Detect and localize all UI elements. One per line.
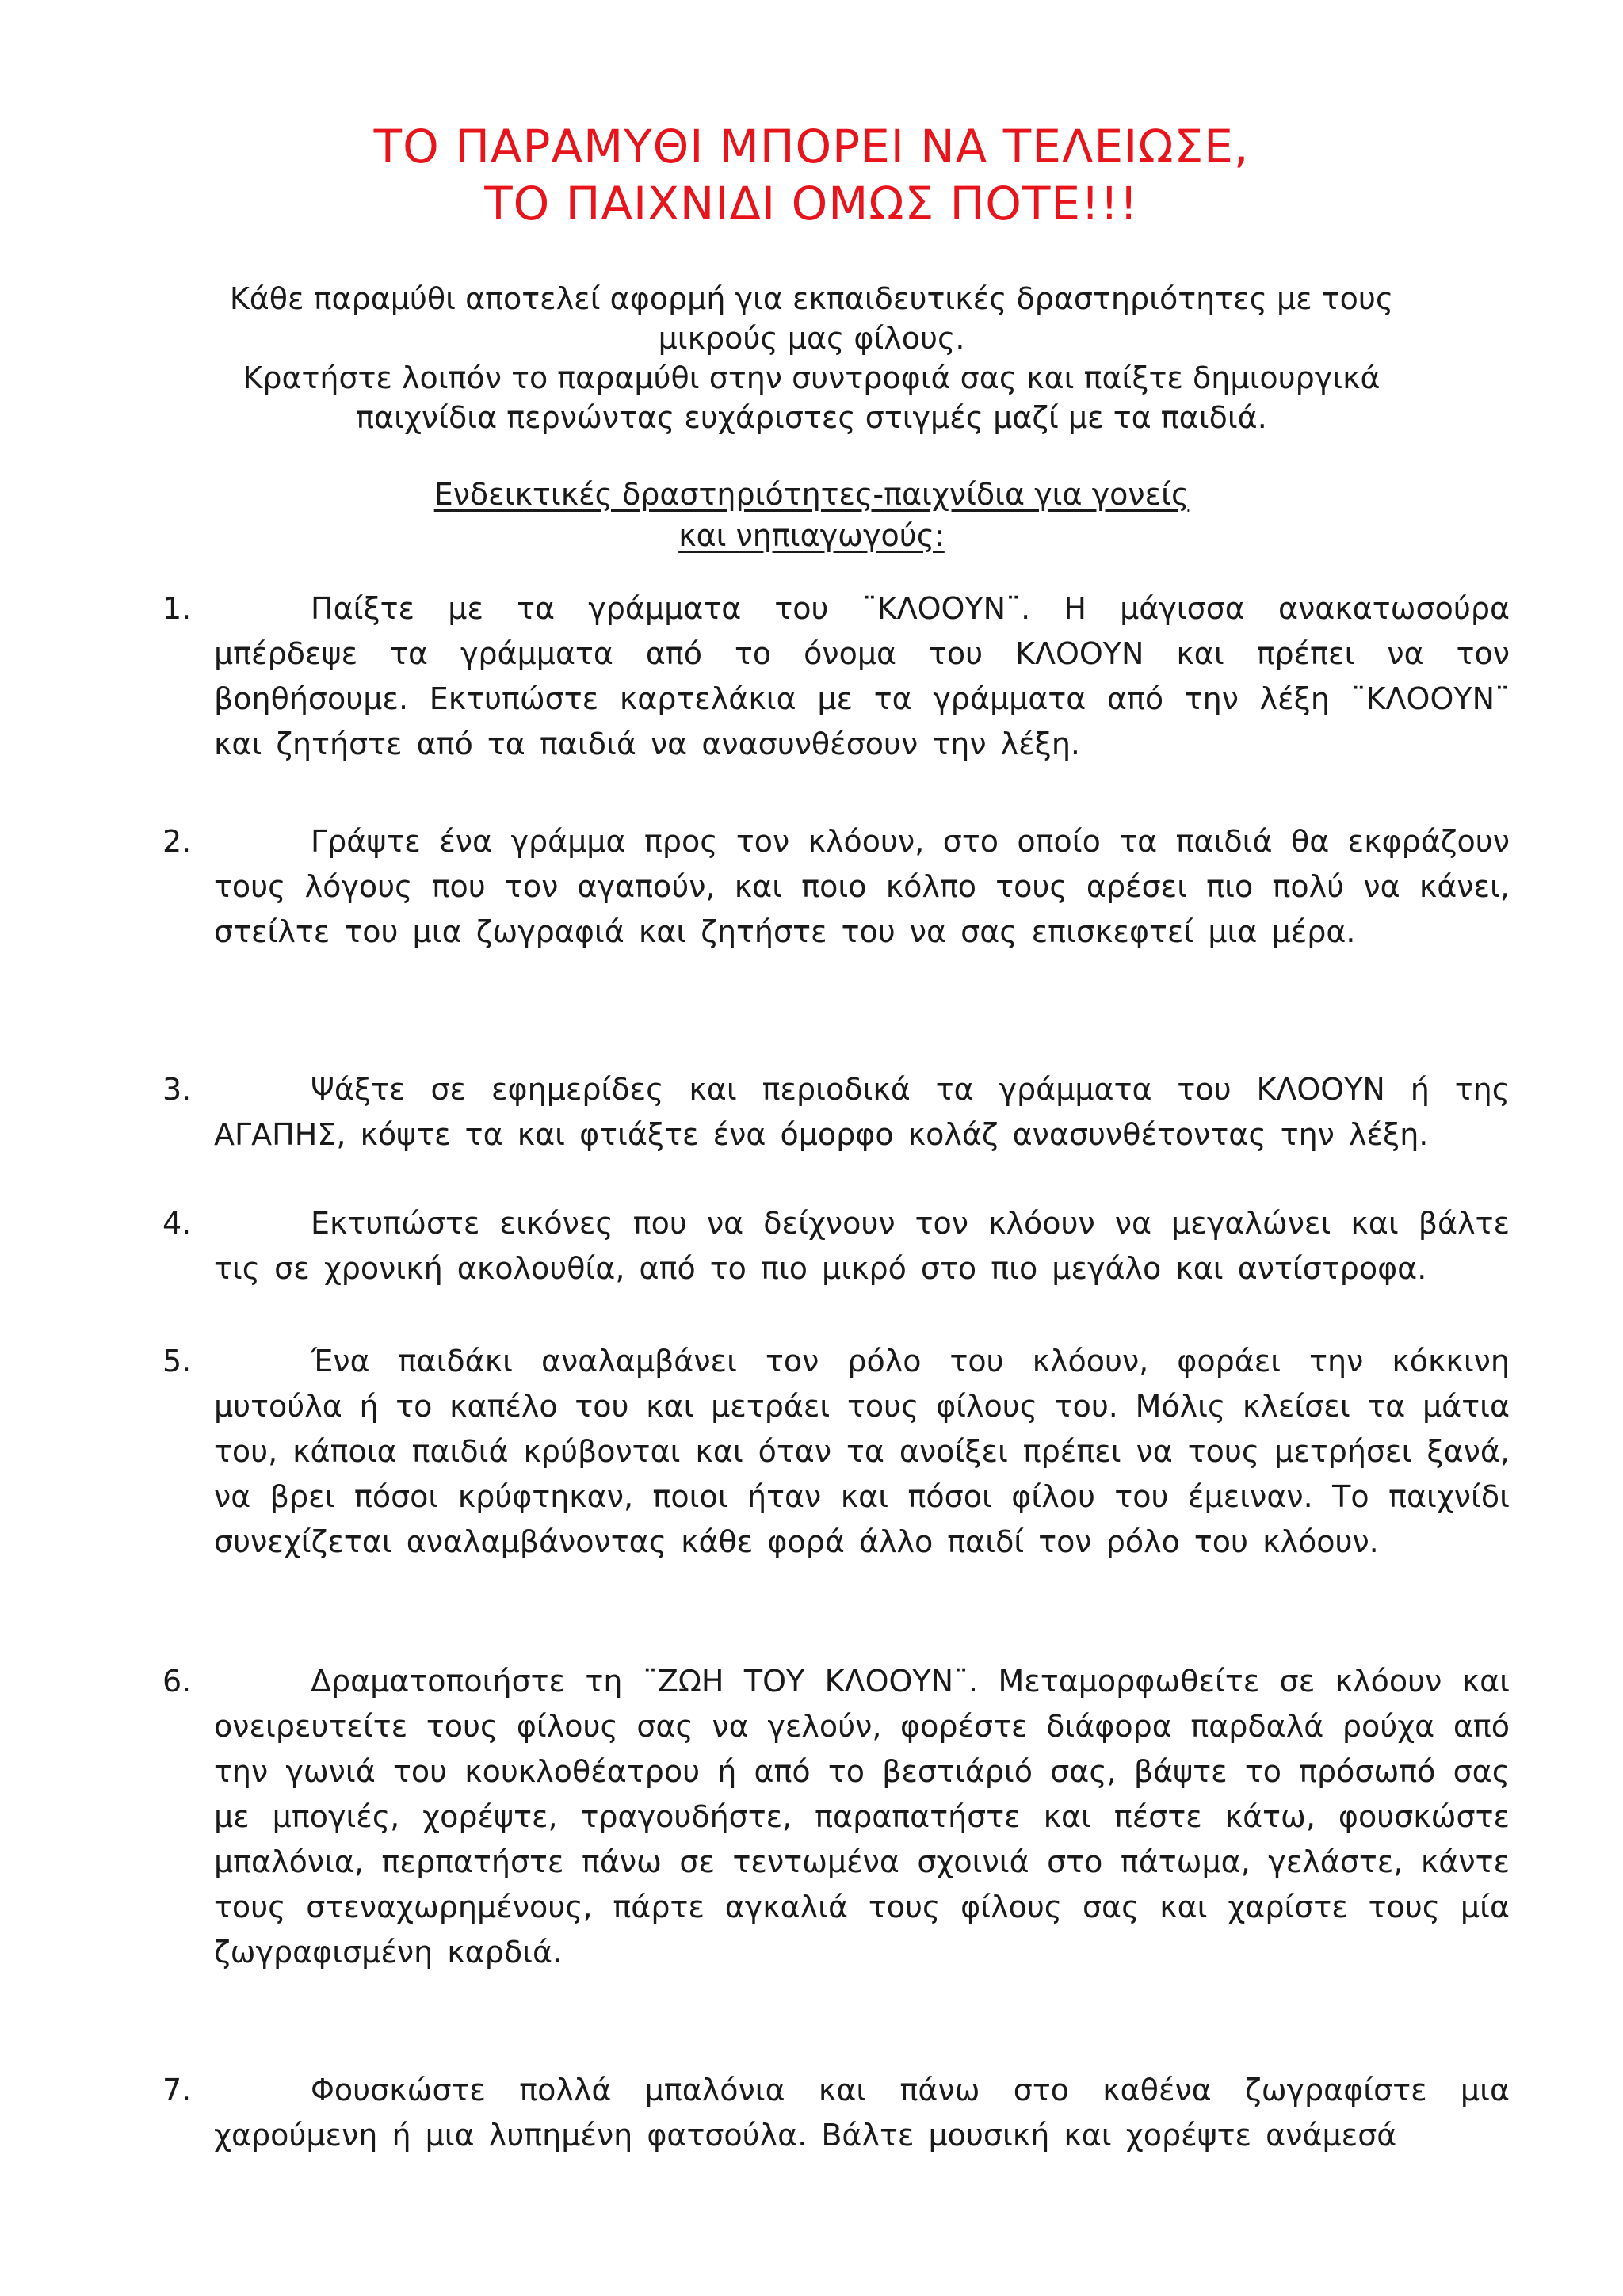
activity-item-7 — [162, 2068, 1510, 2158]
activity-number: 7. — [162, 2073, 192, 2107]
activity-text: Παίξτε με τα γράμματα του ¨ΚΛΟΟΥΝ¨. Η μάγισσα ανακατωσούρα μπέρδεψε τα γράμματα από το όνομα του ΚΛΟΟΥΝ και πρέπει να τον βοηθήσουμε. Εκτυπώστε καρτελάκια με τα γράμματα από την λέξη ¨ΚΛΟΟΥΝ¨ και ζητήστε από τα παιδιά να ανασυνθέσουν την λέξη. — [214, 591, 1510, 761]
activity-number: 2. — [162, 824, 192, 859]
activities-heading-line-2: και νηπιαγωγούς: — [678, 518, 945, 553]
activity-text: Φουσκώστε πολλά μπαλόνια και πάνω στο καθένα ζωγραφίστε μια χαρούμενη ή μια λυπημένη φατσούλα. Βάλτε μουσική και χορέψτε ανάμεσά — [214, 2073, 1510, 2153]
intro-line-2: μικρούς μας φίλους. — [658, 321, 965, 356]
activity-number: 4. — [162, 1206, 192, 1241]
activity-number: 6. — [162, 1664, 192, 1699]
activity-number: 1. — [162, 591, 192, 626]
activity-text: Ένα παιδάκι αναλαμβάνει τον ρόλο του κλόουν, φοράει την κόκκινη μυτούλα ή το καπέλο του και μετράει τους φίλους του. Μόλις κλείσει τα μάτια του, κάποια παιδιά κρύβονται και όταν τα ανοίξει πρέπει να τους μετρήσει ξανά, να βρει πόσοι κρύφτηκαν, ποιοι ήταν και πόσοι φίλου του έμειναν. Το παιχνίδι συνεχίζεται αναλαμβάνοντας κάθε φορά άλλο παιδί τον ρόλο του κλόουν. — [214, 1344, 1510, 1559]
activity-text: Δραματοποιήστε τη ¨ΖΩΗ ΤΟΥ ΚΛΟΟΥΝ¨. Μεταμορφωθείτε σε κλόουν και ονειρευτείτε τους φίλους σας να γελούν, φορέστε διάφορα παρδαλά ρούχα από την γωνιά του κουκλοθέατρου ή από το βεστιάριό σας, βάψτε το πρόσωπό σας με μπογιές, χορέψτε, τραγουδήστε, παραπατήστε και πέστε κάτω, φουσκώστε μπαλόνια, περπατήστε πάνω σε τεντωμένα σχοινιά στο πάτωμα, γελάστε, κάντε τους στεναχωρημένους, πάρτε αγκαλιά τους φίλους σας και χαρίστε τους μία ζωγραφισμένη καρδιά. — [214, 1664, 1510, 1970]
activity-item-2 — [162, 819, 1510, 955]
activity-text: Εκτυπώστε εικόνες που να δείχνουν τον κλόουν να μεγαλώνει και βάλτε τις σε χρονική ακολουθία, από το πιο μικρό στο πιο μεγάλο και αντίστροφα. — [214, 1206, 1510, 1286]
activity-item-3 — [162, 1067, 1510, 1158]
activity-number: 5. — [162, 1344, 192, 1379]
intro-line-4: παιχνίδια περνώντας ευχάριστες στιγμές μαζί με τα παιδιά. — [356, 400, 1267, 435]
activities-heading-line-1: Ενδεικτικές δραστηριότητες-παιχνίδια για γονείς — [433, 477, 1190, 512]
activity-item-5 — [162, 1339, 1510, 1565]
intro-line-3: Κρατήστε λοιπόν το παραμύθι στην συντροφιά σας και παίξτε δημιουργικά — [242, 360, 1381, 395]
activity-item-4 — [162, 1201, 1510, 1291]
activity-text: Γράψτε ένα γράμμα προς τον κλόουν, στο οποίο τα παιδιά θα εκφράζουν τους λόγους που τον αγαπούν, και ποιο κόλπο τους αρέσει πιο πολύ να κάνει, στείλτε του μια ζωγραφιά και ζητήστε του να σας επισκεφτεί μια μέρα. — [214, 824, 1510, 949]
activity-item-1 — [162, 586, 1510, 767]
intro-line-1: Κάθε παραμύθι αποτελεί αφορμή για εκπαιδευτικές δραστηριότητες με τους — [229, 281, 1394, 316]
activity-item-6 — [162, 1659, 1510, 1975]
activity-number: 3. — [162, 1072, 192, 1107]
activity-text: Ψάξτε σε εφημερίδες και περιοδικά τα γράμματα του ΚΛΟΟΥΝ ή της ΑΓΑΠΗΣ, κόψτε τα και φτιάξτε ένα όμορφο κολάζ ανασυνθέτοντας την λέξη. — [214, 1072, 1510, 1152]
page-title-line-2: ΤΟ ΠΑΙΧΝΙΔΙ ΟΜΩΣ ΠΟΤΕ!!! — [484, 177, 1139, 231]
page-title-line-1: ΤΟ ΠΑΡΑΜΥΘΙ ΜΠΟΡΕΙ ΝΑ ΤΕΛΕΙΩΣΕ, — [373, 120, 1250, 174]
